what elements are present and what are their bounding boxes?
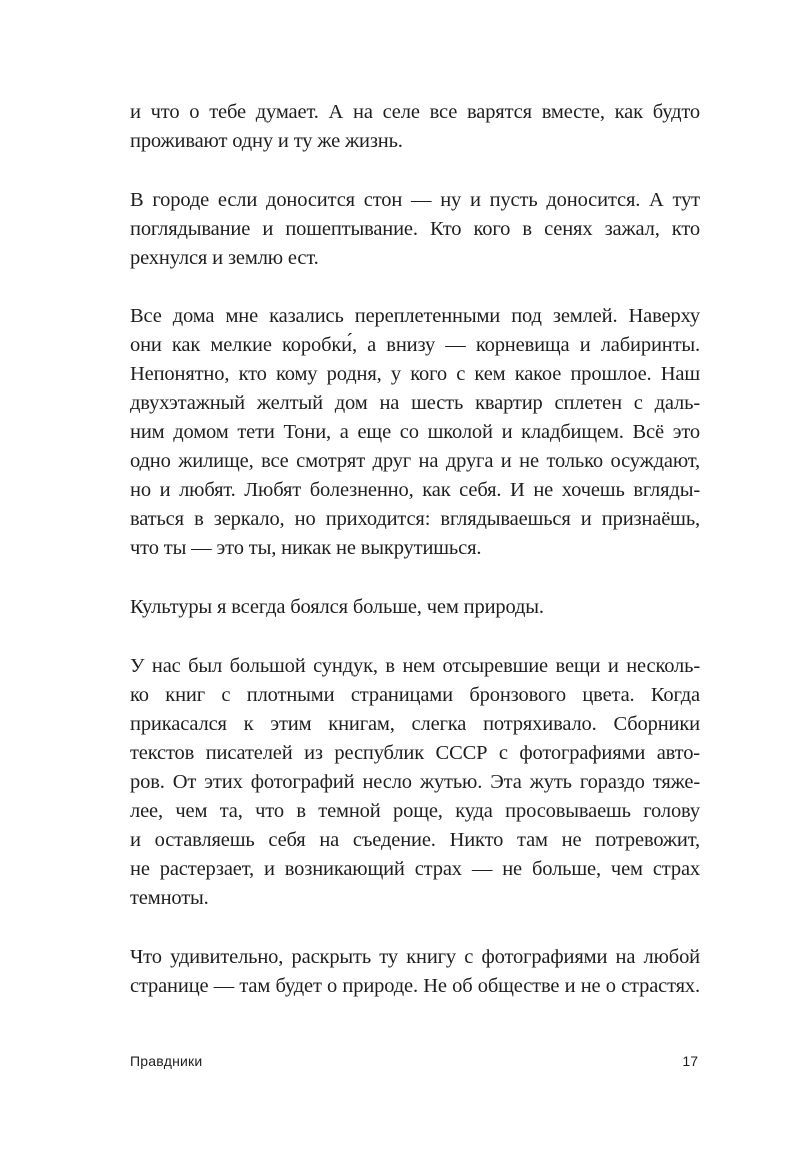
text-line: текстов писателей из республик СССР с фотографиями авто- xyxy=(130,742,700,764)
text-line: В городе если доносится стон — ну и пусть доносится. А тут xyxy=(130,189,700,211)
text-line: ров. От этих фотографий несло жутью. Эта жуть гораздо тяже- xyxy=(130,771,700,793)
text-line: и оставляешь себя на съедение. Никто там не потревожит, xyxy=(130,829,700,851)
text-line: Что удивительно, раскрыть ту книгу с фотографиями на любой xyxy=(130,946,700,968)
text-line: не растерзает, и возникающий страх — не больше, чем страх xyxy=(130,858,700,880)
text-line: лее, чем та, что в темной роще, куда просовываешь голову xyxy=(130,800,700,822)
text-line: Все дома мне казались переплетенными под землей. Наверху xyxy=(130,305,700,327)
text-line: но и любят. Любят болезненно, как себя. И не хочешь вгляды- xyxy=(130,479,700,501)
text-line: что ты — это ты, никак не выкрутишься. xyxy=(130,537,482,559)
paragraph xyxy=(130,98,700,156)
text-line: темноты. xyxy=(130,887,209,909)
paragraph xyxy=(130,186,700,273)
text-line: ним домом тети Тони, а еще со школой и кладбищем. Всё это xyxy=(130,421,700,443)
text-line: двухэтажный желтый дом на шесть квартир сплетен с даль- xyxy=(130,392,700,414)
text-line: они как мелкие коробки́, а внизу — корневища и лабиринты. xyxy=(130,334,700,356)
paragraph xyxy=(130,302,700,563)
text-line: рехнулся и землю ест. xyxy=(130,247,319,269)
text-line: одно жилище, все смотрят друг на друга и не только осуждают, xyxy=(130,450,700,472)
text-line: странице — там будет о природе. Не об обществе и не о страстях. xyxy=(130,975,700,997)
paragraph xyxy=(130,593,700,622)
text-line: поглядывание и пошептывание. Кто кого в сенях зажал, кто xyxy=(130,218,700,240)
text-line: Культуры я всегда боялся больше, чем природы. xyxy=(130,596,544,618)
text-line: и что о тебе думает. А на селе все варятся вместе, как будто xyxy=(130,101,700,123)
text-line: проживают одну и ту же жизнь. xyxy=(130,130,403,152)
text-line: прикасался к этим книгам, слегка потряхивало. Сборники xyxy=(130,713,700,735)
running-footer-title: Правдники xyxy=(130,1053,203,1069)
text-line: ко книг с плотными страницами бронзового цвета. Когда xyxy=(130,684,700,706)
text-line: ваться в зеркало, но приходится: вглядываешься и признаёшь, xyxy=(130,508,700,530)
text-line: Непонятно, кто кому родня, у кого с кем какое прошлое. Наш xyxy=(130,363,700,385)
page-number: 17 xyxy=(682,1053,698,1069)
paragraph xyxy=(130,943,700,1001)
paragraph xyxy=(130,652,700,913)
text-line: У нас был большой сундук, в нем отсыревшие вещи и несколь- xyxy=(130,655,700,677)
